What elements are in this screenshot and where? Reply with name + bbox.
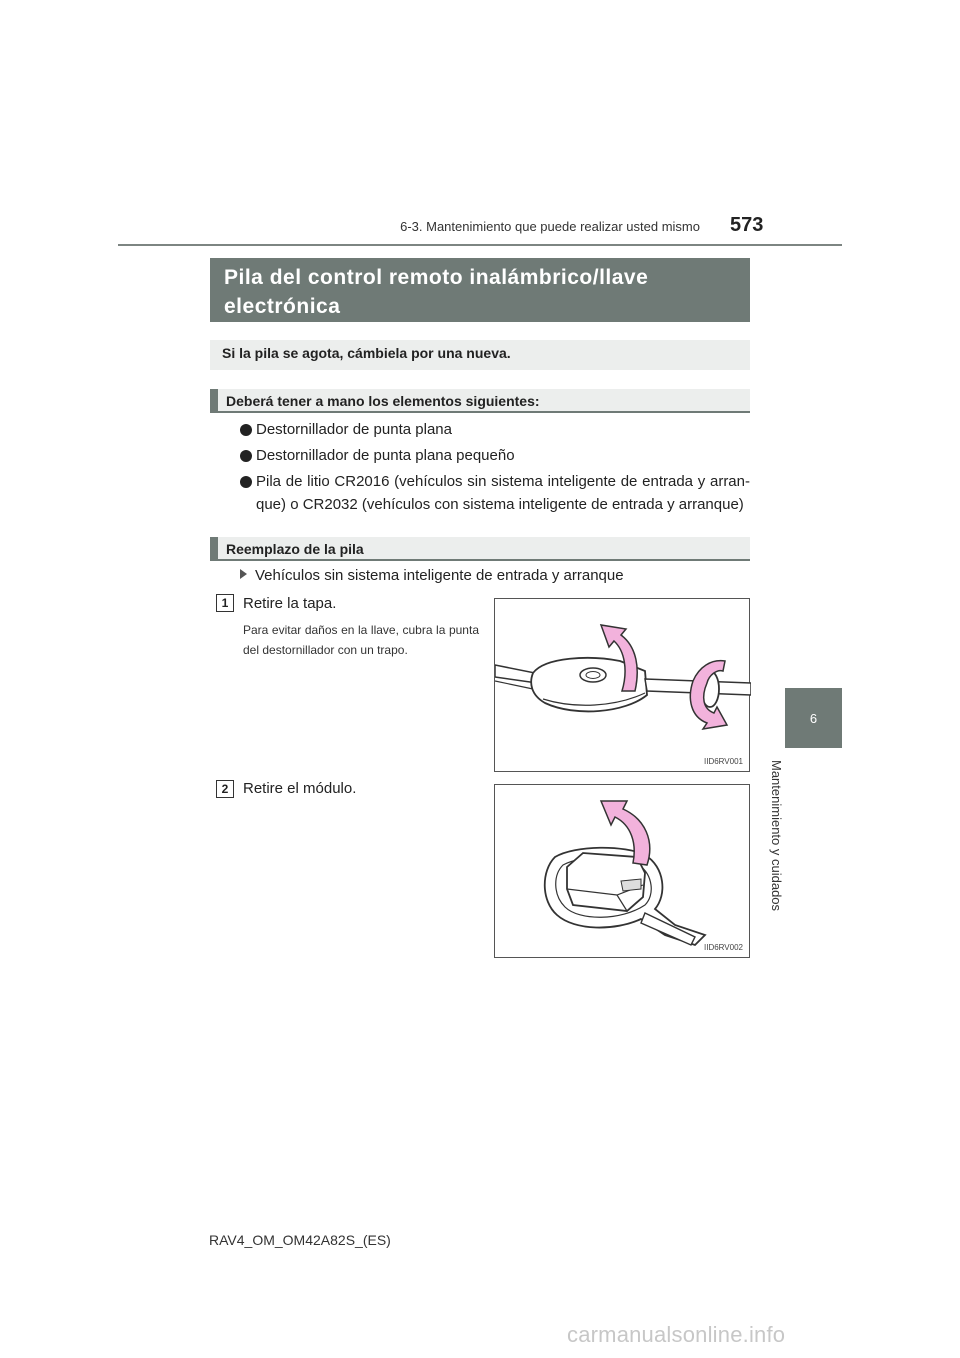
tools-heading: Deberá tener a mano los elementos siguientes: [210, 389, 750, 413]
condition-text: Vehículos sin sistema inteligente de entrada y arranque [255, 567, 624, 584]
step-number-2: 2 [216, 780, 234, 798]
chapter-label [769, 760, 808, 912]
figure-remove-module [494, 784, 750, 958]
tool-item-3: Pila de litio CR2016 (vehículos sin sistema inteligente de entrada y arran-que) o CR2032 (vehículos con sistema inteligente de entrada y arranque) [240, 470, 750, 516]
tool-item-1: Destornillador de punta plana [240, 418, 750, 441]
tool-item-2: Destornillador de punta plana pequeño [240, 444, 750, 467]
step-text-2: Retire el módulo. [243, 780, 357, 797]
watermark: carmanualsonline.info [567, 1322, 786, 1347]
figure-code-2: IID6RV002 [704, 943, 743, 952]
page-title-line2: electrónica [224, 295, 341, 318]
figure-remove-cover [494, 598, 750, 772]
bullet-icon [240, 450, 252, 462]
key-module-illustration [495, 785, 751, 959]
chapter-tab [785, 688, 842, 748]
bullet-icon [240, 476, 252, 488]
page-title-line1: Pila del control remoto inalámbrico/llave [224, 266, 649, 289]
step-text-1: Retire la tapa. [243, 595, 337, 612]
footer-doc-id: RAV4_OM_OM42A82S_(ES) [209, 1232, 391, 1248]
step-note-1: Para evitar daños en la llave, cubra la punta del destornillador con un trapo. [243, 623, 479, 657]
step-number-1: 1 [216, 594, 234, 612]
intro-box: Si la pila se agota, cámbiela por una nueva. [210, 340, 750, 370]
triangle-bullet-icon [240, 569, 247, 579]
key-cover-illustration [495, 599, 751, 773]
page-title [210, 258, 750, 322]
replacement-heading: Reemplazo de la pila [210, 537, 750, 561]
condition-line [240, 567, 624, 584]
bullet-icon [240, 424, 252, 436]
section-path: 6-3. Mantenimiento que puede realizar usted mismo [400, 219, 700, 234]
header-rule [118, 244, 842, 246]
page-number: 573 [730, 214, 764, 236]
figure-code-1: IID6RV001 [704, 757, 743, 766]
chapter-number: 6 [809, 710, 818, 726]
chapter-label-text: Mantenimiento y cuidados [769, 760, 784, 912]
